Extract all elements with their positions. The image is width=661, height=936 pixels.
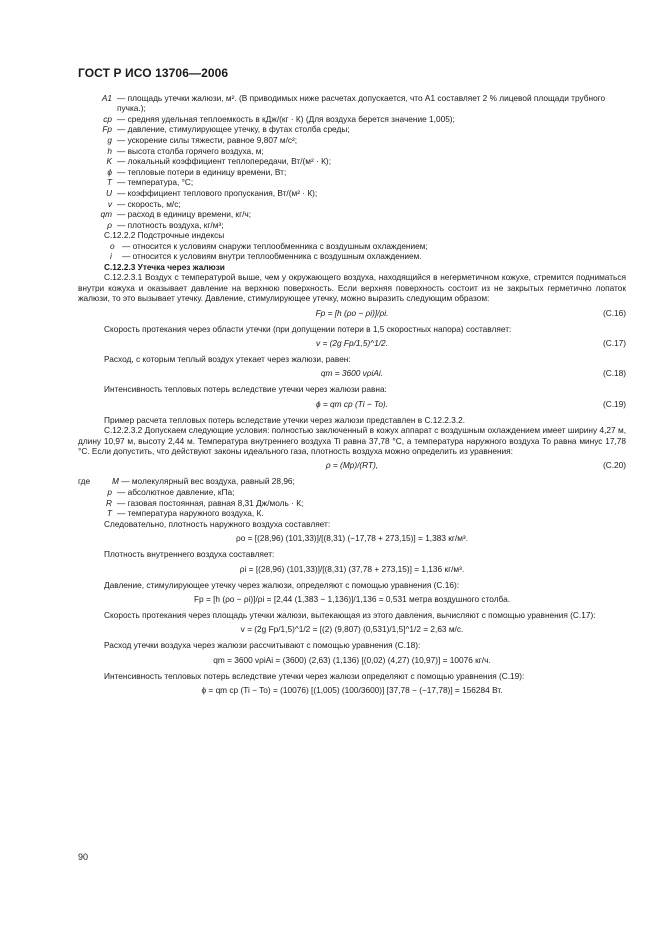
definition-text: — давление, стимулирующее утечку, в футах столба среды;	[117, 124, 350, 135]
equation-formula: v = (2g Fp/1,5)^1/2.	[316, 337, 388, 348]
equation-c16	[78, 308, 626, 320]
calc-intensity	[78, 685, 626, 697]
where-def	[112, 476, 295, 486]
definition-symbol: v	[107, 198, 112, 209]
equation-c20	[78, 460, 626, 472]
definition-v	[78, 199, 626, 210]
equation-formula: ρ = (Mp)/(RT),	[325, 460, 379, 471]
definition-g	[78, 135, 626, 146]
where-m	[78, 476, 626, 487]
definition-symbol: ϕ	[107, 166, 112, 177]
calc-formula: ρi = [(28,96) (101,33)]/[(8,31) (37,78 + 273,15)] = 1,136 кг/м³.	[239, 563, 465, 574]
paragraph-inner-density: Плотность внутреннего воздуха составляет:	[104, 549, 275, 560]
where-symbol: p	[107, 487, 112, 497]
equation-c18	[78, 368, 626, 380]
definition-text: — температура, °С;	[117, 177, 194, 188]
equation-c19	[78, 399, 626, 411]
equation-c17	[78, 338, 626, 350]
definition-fp	[78, 124, 626, 135]
where-t	[78, 508, 626, 519]
where-text: — молекулярный вес воздуха, равный 28,96;	[121, 476, 295, 487]
definition-symbol: g	[107, 135, 112, 145]
definition-phi	[78, 167, 626, 178]
definition-symbol: h	[107, 145, 112, 156]
subscripts-heading: С.12.2.2 Подстрочные индексы	[104, 230, 225, 241]
subscript-symbol: i	[110, 251, 112, 262]
definition-text: — высота столба горячего воздуха, м;	[117, 145, 264, 156]
definition-text: — коэффициент теплового пропускания, Вт/(м² · К);	[117, 187, 318, 198]
subscript-i	[78, 251, 626, 262]
where-r	[78, 498, 626, 509]
definition-symbol: U	[106, 187, 112, 198]
calc-inner-density	[78, 564, 626, 576]
definition-symbol: cp	[103, 113, 112, 124]
calc-formula: qm = 3600 vρiAi = (3600) (2,63) (1,136) [(0,02) (4,27) (10,97)] = 10076 кг/ч.	[213, 654, 491, 665]
definition-a1	[78, 93, 626, 114]
definition-text: — расход в единицу времени, кг/ч;	[117, 209, 252, 220]
where-text: — температура наружного воздуха, К.	[117, 508, 264, 519]
definition-symbol: Fp	[102, 124, 112, 135]
paragraph-intensity-calc: Интенсивность тепловых потерь вследствие утечки через жалюзи определяют с помощью уравнения (С.19):	[104, 670, 525, 681]
equation-number: (С.16)	[602, 307, 626, 318]
equation-formula: Fp = [h (ρo − ρi)]/ρi.	[315, 307, 389, 318]
equation-number: (С.20)	[602, 460, 626, 471]
definition-rho	[78, 220, 626, 231]
definition-symbol: qm	[100, 209, 112, 220]
paragraph-intensity: Интенсивность тепловых потерь вследствие утечки через жалюзи равна:	[104, 384, 387, 395]
calc-flow	[78, 655, 626, 667]
calc-speed	[78, 624, 626, 636]
calc-formula: Fp = [h (ρo − ρi)]/ρi = [2,44 (1,383 − 1,136)]/1,136 = 0,531 метра воздушного столба.	[193, 594, 511, 604]
definition-text: — ускорение силы тяжести, равное 9,807 м/с²;	[117, 135, 298, 145]
calc-pressure	[78, 594, 626, 606]
section-title: С.12.2.3 Утечка через жалюзи	[104, 261, 225, 272]
definition-symbol: A1	[101, 93, 112, 103]
equation-number: (С.17)	[602, 337, 626, 348]
paragraph-outer-density: Следовательно, плотность наружного воздуха составляет:	[104, 518, 331, 529]
definition-u	[78, 188, 626, 199]
subscript-symbol: o	[110, 240, 115, 251]
calc-formula: v = (2g Fp/1,5)^1/2 = [(2) (9,807) (0,531)/1,5]^1/2 = 2,63 м/с.	[240, 624, 464, 635]
definition-text: — средняя удельная теплоемкость в кДж/(кг · К) (Для воздуха берется значение 1,005);	[117, 113, 455, 124]
definition-symbol: K	[106, 156, 112, 167]
where-text: — абсолютное давление, кПа;	[117, 487, 235, 497]
where-label: где	[78, 476, 91, 487]
subscript-text: — относится к условиям снаружи теплообменника с воздушным охлаждением;	[122, 240, 428, 251]
calc-formula: ϕ = qm cp (Ti − To) = (10076) [(1,005) (100/3600)] [37,78 − (−17,78)] = 156284 Вт.	[201, 685, 503, 696]
definition-text: — локальный коэффициент теплопередачи, Вт/(м² · К);	[117, 156, 331, 167]
equation-number: (С.19)	[602, 398, 626, 409]
definition-h	[78, 146, 626, 157]
page-number: 90	[78, 852, 89, 862]
definition-text: — скорость, м/с;	[117, 198, 181, 209]
paragraph-assumptions: С.12.2.3.2 Допускаем следующие условия: полностью заключенный в кожух аппарат с воздушным охлаждением имеет ширину 4,27 м, длину 10,97 м, высоту 2,44 м. Температура внутреннего воздуха Ti равна 37,78 °С, а температура наружного воздуха To равна минус 17,78 °С. Если допустить, что действуют законы идеального газа, плотность воздуха можно определить из уравнения:	[78, 425, 626, 456]
equation-number: (С.18)	[602, 368, 626, 379]
equation-formula: ϕ = qm cp (Ti − To).	[315, 398, 388, 409]
paragraph-speed-calc: Скорость протекания через площадь утечки жалюзи, вытекающая из этого давления, вычисляют с помощью уравнения (С.17):	[104, 610, 596, 620]
calc-formula: ρo = [(28,96) (101,33)]/[(8,31) (−17,78 + 273,15)] = 1,383 кг/м³.	[235, 533, 468, 544]
paragraph-flow: Расход, с которым теплый воздух утекает через жалюзи, равен:	[104, 353, 351, 364]
where-symbol: R	[106, 497, 112, 508]
definition-text: — тепловые потери в единицу времени, Вт;	[117, 166, 287, 177]
paragraph-speed: Скорость протекания через области утечки (при допущении потери в 1,5 скоростных напора) составляет:	[104, 323, 512, 334]
equation-formula: qm = 3600 vρiAi.	[320, 368, 384, 379]
where-symbol: M	[112, 476, 119, 487]
definition-qm	[78, 209, 626, 220]
paragraph-example: Пример расчета тепловых потерь вследствие утечки через жалюзи представлен в С.12.2.3.2.	[104, 414, 466, 425]
definition-text: — плотность воздуха, кг/м³;	[117, 219, 224, 230]
definition-text: — площадь утечки жалюзи, м². (В приводимых ниже расчетах допускается, что A1 составляет 2 % лицевой площади трубного пучка.);	[117, 93, 606, 114]
where-text: — газовая постоянная, равная 8,31 Дж/моль · К;	[117, 497, 304, 508]
definition-cp	[78, 114, 626, 125]
definition-k	[78, 156, 626, 167]
where-p	[78, 487, 626, 498]
paragraph-flow-calc: Расход утечки воздуха через жалюзи рассчитывают с помощью уравнения (С.18):	[104, 640, 421, 651]
subscript-o	[78, 241, 626, 252]
definition-symbol: ρ	[107, 219, 112, 230]
calc-outer-density	[78, 533, 626, 545]
definition-t	[78, 177, 626, 188]
document-body	[78, 93, 626, 701]
document-header: ГОСТ Р ИСО 13706—2006	[78, 66, 229, 80]
subscript-text: — относится к условиям внутри теплообменника с воздушным охлаждением.	[122, 251, 422, 262]
paragraph-pressure: Давление, стимулирующее утечку через жалюзи, определяют с помощью уравнения (С.16):	[104, 579, 460, 590]
section-paragraph: С.12.2.3.1 Воздух с температурой выше, чем у окружающего воздуха, находящийся в негерметичном кожухе, стремится подниматься внутри кожуха и оказывает давление на верхнюю поверхность. Если верхняя поверхность состоит из не закрытых герметично лопаток жалюзи, то это вызывает утечку. Давление, стимулирующее утечку, можно выразить следующим образом:	[78, 272, 626, 304]
definition-symbol: T	[106, 177, 112, 188]
where-symbol: T	[106, 508, 112, 519]
